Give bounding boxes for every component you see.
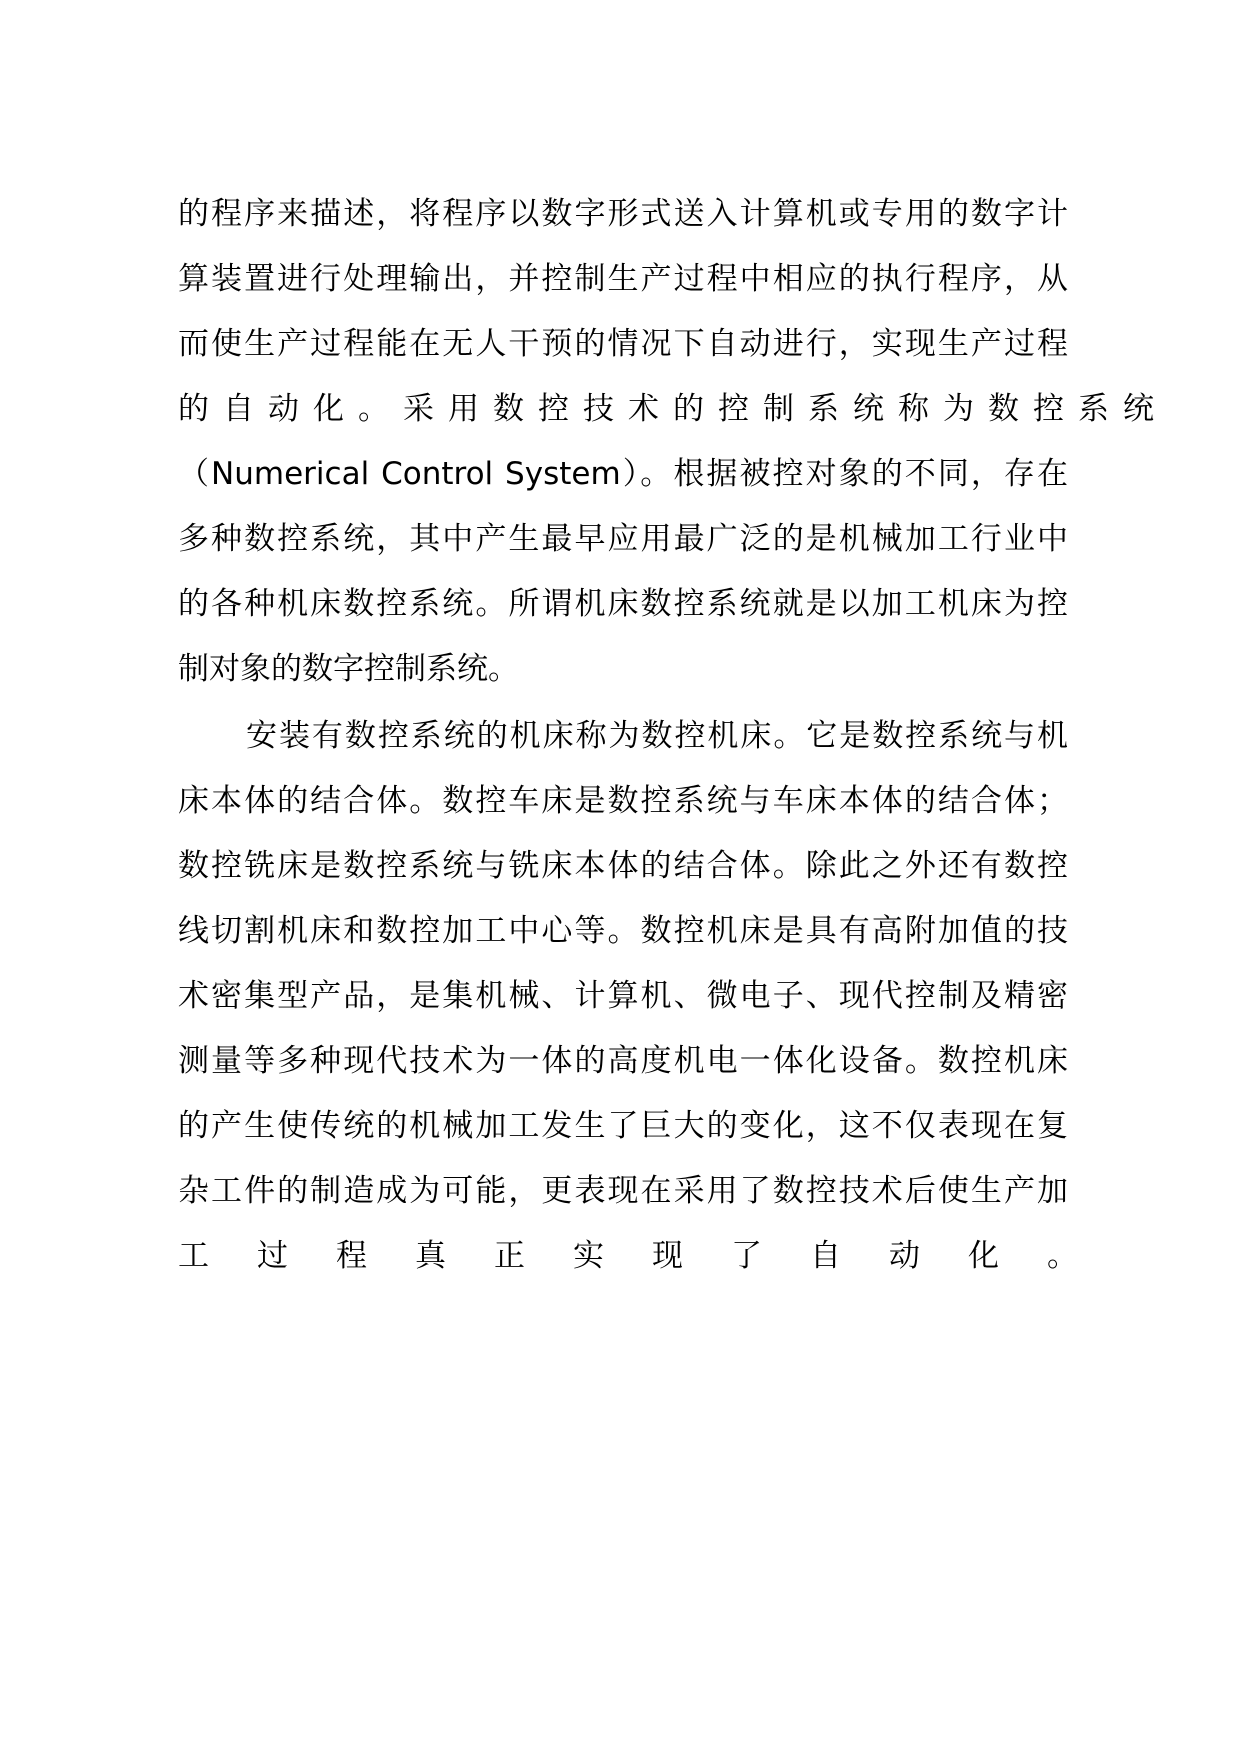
text-line: 测量等多种现代技术为一体的高度机电一体化设备。数控机床 [178, 1043, 1068, 1079]
text-line: 算装置进行处理输出，并控制生产过程中相应的执行程序，从 [178, 261, 1068, 297]
text-line: 床本体的结合体。数控车床是数控系统与车床本体的结合体； [178, 783, 1068, 819]
text-line: 的自动化。采用数控技术的控制系统称为数控系统 [178, 391, 1168, 427]
text-line: 安装有数控系统的机床称为数控机床。它是数控系统与机 [246, 718, 1068, 754]
text-line: 术密集型产品，是集机械、计算机、微电子、现代控制及精密 [178, 978, 1068, 1014]
text-line: 制对象的数字控制系统。 [178, 651, 519, 687]
text-line: （Numerical Control System）。根据被控对象的不同，存在 [178, 456, 1068, 492]
text-line: 数控铣床是数控系统与铣床本体的结合体。除此之外还有数控 [178, 848, 1068, 884]
text-line: 工过程真正实现了自动化。 [178, 1238, 1126, 1274]
text-line: 的产生使传统的机械加工发生了巨大的变化，这不仅表现在复 [178, 1108, 1068, 1144]
paragraph-1 [178, 182, 1168, 702]
text-line: 线切割机床和数控加工中心等。数控机床是具有高附加值的技 [178, 913, 1068, 949]
text-line: 多种数控系统，其中产生最早应用最广泛的是机械加工行业中 [178, 521, 1068, 557]
body-text [178, 182, 1168, 1289]
text-line: 的程序来描述，将程序以数字形式送入计算机或专用的数字计 [178, 196, 1068, 232]
text-line: 杂工件的制造成为可能，更表现在采用了数控技术后使生产加 [178, 1173, 1068, 1209]
paragraph-2 [178, 704, 1126, 1289]
text-line: 的各种机床数控系统。所谓机床数控系统就是以加工机床为控 [178, 586, 1068, 622]
text-line: 而使生产过程能在无人干预的情况下自动进行，实现生产过程 [178, 326, 1068, 362]
